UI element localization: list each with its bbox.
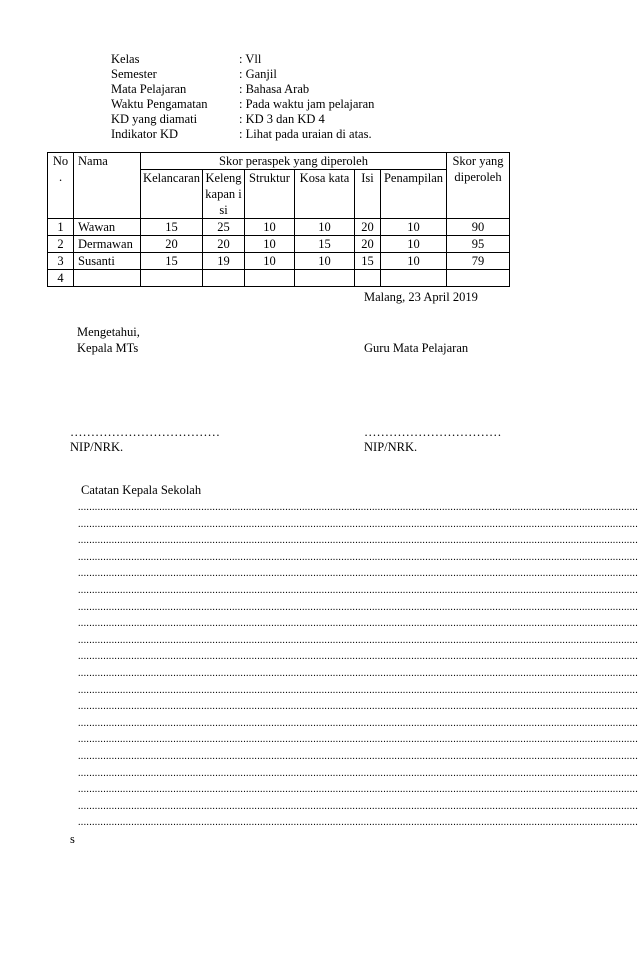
header-kelengkapan: Kelengkapan isi — [203, 170, 245, 219]
header-skor-peraspek: Skor peraspek yang diperoleh — [141, 153, 447, 170]
info-value: : Ganjil — [239, 67, 277, 81]
cell-no: 1 — [48, 219, 74, 236]
cell-score — [355, 270, 381, 287]
cell-total: 79 — [447, 253, 510, 270]
cell-score: 15 — [295, 236, 355, 253]
cell-nama — [74, 270, 141, 287]
table-header-row — [48, 153, 510, 170]
cell-score — [295, 270, 355, 287]
info-row-indikator — [111, 127, 374, 142]
date-place: Malang, 23 April 2019 — [364, 290, 478, 304]
cell-score: 25 — [203, 219, 245, 236]
note-dotted-line: ........................................................................................................................................................................................................ — [78, 817, 638, 829]
note-dotted-line: ........................................................................................................................................................................................................ — [78, 701, 638, 713]
note-dotted-line: ........................................................................................................................................................................................................ — [78, 784, 638, 796]
cell-total: 90 — [447, 219, 510, 236]
info-label: Mata Pelajaran — [111, 82, 187, 96]
left-sign-title1: Mengetahui, — [77, 325, 140, 339]
info-row-kd — [111, 112, 374, 127]
info-label: Waktu Pengamatan — [111, 97, 208, 111]
cell-score: 15 — [355, 253, 381, 270]
note-dotted-line: ........................................................................................................................................................................................................ — [78, 585, 638, 596]
note-dotted-line: ........................................................................................................................................................................................................ — [78, 601, 638, 613]
right-sign-line: …………………………… — [364, 425, 502, 439]
note-dotted-line: ........................................................................................................................................................................................................ — [78, 502, 638, 513]
note-dotted-line: ........................................................................................................................................................................................................ — [78, 751, 638, 762]
cell-no: 3 — [48, 253, 74, 270]
header-no: No . — [48, 153, 74, 219]
note-dotted-line: ........................................................................................................................................................................................................ — [78, 668, 638, 679]
cell-score: 10 — [381, 253, 447, 270]
note-dotted-line: ........................................................................................................................................................................................................ — [78, 568, 638, 580]
info-row-kelas — [111, 52, 374, 67]
info-label: Kelas — [111, 52, 140, 66]
left-sign-title2: Kepala MTs — [77, 341, 139, 355]
note-dotted-line: ........................................................................................................................................................................................................ — [78, 734, 638, 746]
info-label: Semester — [111, 67, 157, 81]
header-kosa-kata: Kosa kata — [295, 170, 355, 219]
notes-title: Catatan Kepala Sekolah — [81, 483, 202, 497]
note-dotted-line: ........................................................................................................................................................................................................ — [78, 651, 638, 663]
header-kelancaran: Kelancaran — [141, 170, 203, 219]
cell-score — [203, 270, 245, 287]
cell-total — [447, 270, 510, 287]
right-sign-nip: NIP/NRK. — [364, 440, 418, 454]
cell-no: 2 — [48, 236, 74, 253]
note-dotted-line: ........................................................................................................................................................................................................ — [78, 618, 638, 630]
note-dotted-line: ........................................................................................................................................................................................................ — [78, 767, 638, 779]
note-dotted-line: ........................................................................................................................................................................................................ — [78, 800, 638, 812]
info-value: : Pada waktu jam pelajaran — [239, 97, 375, 111]
info-value: : KD 3 dan KD 4 — [239, 112, 325, 126]
cell-score: 15 — [141, 219, 203, 236]
score-table — [47, 152, 510, 287]
header-skor-total: Skor yang diperoleh — [447, 153, 510, 219]
header-penampilan: Penampilan — [381, 170, 447, 219]
info-value: : Lihat pada uraian di atas. — [239, 127, 372, 141]
cell-score: 10 — [295, 219, 355, 236]
cell-nama: Wawan — [74, 219, 141, 236]
table-row — [48, 270, 510, 287]
note-dotted-line: ........................................................................................................................................................................................................ — [78, 684, 638, 696]
cell-score — [245, 270, 295, 287]
cell-nama: Susanti — [74, 253, 141, 270]
header-struktur: Struktur — [245, 170, 295, 219]
stray-char: s — [70, 832, 75, 846]
cell-total: 95 — [447, 236, 510, 253]
header-nama: Nama — [74, 153, 141, 219]
cell-no: 4 — [48, 270, 74, 287]
cell-score: 10 — [295, 253, 355, 270]
cell-score: 10 — [245, 219, 295, 236]
cell-score: 20 — [355, 236, 381, 253]
info-label: KD yang diamati — [111, 112, 198, 126]
note-dotted-line: ........................................................................................................................................................................................................ — [78, 634, 638, 646]
right-sign-title: Guru Mata Pelajaran — [364, 341, 469, 355]
header-info — [111, 52, 374, 142]
cell-score: 10 — [245, 253, 295, 270]
cell-score: 15 — [141, 253, 203, 270]
note-dotted-line: ........................................................................................................................................................................................................ — [78, 535, 638, 547]
cell-score: 20 — [355, 219, 381, 236]
info-row-mapel — [111, 82, 374, 97]
header-isi: Isi — [355, 170, 381, 219]
left-sign-nip: NIP/NRK. — [70, 440, 124, 454]
cell-nama: Dermawan — [74, 236, 141, 253]
table-row — [48, 219, 510, 236]
cell-score: 20 — [141, 236, 203, 253]
left-sign-line: ……………………………… — [70, 425, 220, 439]
cell-score: 19 — [203, 253, 245, 270]
cell-score — [141, 270, 203, 287]
info-row-waktu — [111, 97, 374, 112]
info-value: : Bahasa Arab — [239, 82, 310, 96]
cell-score: 20 — [203, 236, 245, 253]
table-row — [48, 253, 510, 270]
table-row — [48, 236, 510, 253]
cell-score: 10 — [245, 236, 295, 253]
info-row-semester — [111, 67, 374, 82]
info-label: Indikator KD — [111, 127, 178, 141]
cell-score — [381, 270, 447, 287]
note-dotted-line: ........................................................................................................................................................................................................ — [78, 518, 638, 530]
note-dotted-line: ........................................................................................................................................................................................................ — [78, 551, 638, 563]
cell-score: 10 — [381, 219, 447, 236]
cell-score: 10 — [381, 236, 447, 253]
info-value: : Vll — [239, 52, 262, 66]
note-dotted-line: ........................................................................................................................................................................................................ — [78, 717, 638, 729]
